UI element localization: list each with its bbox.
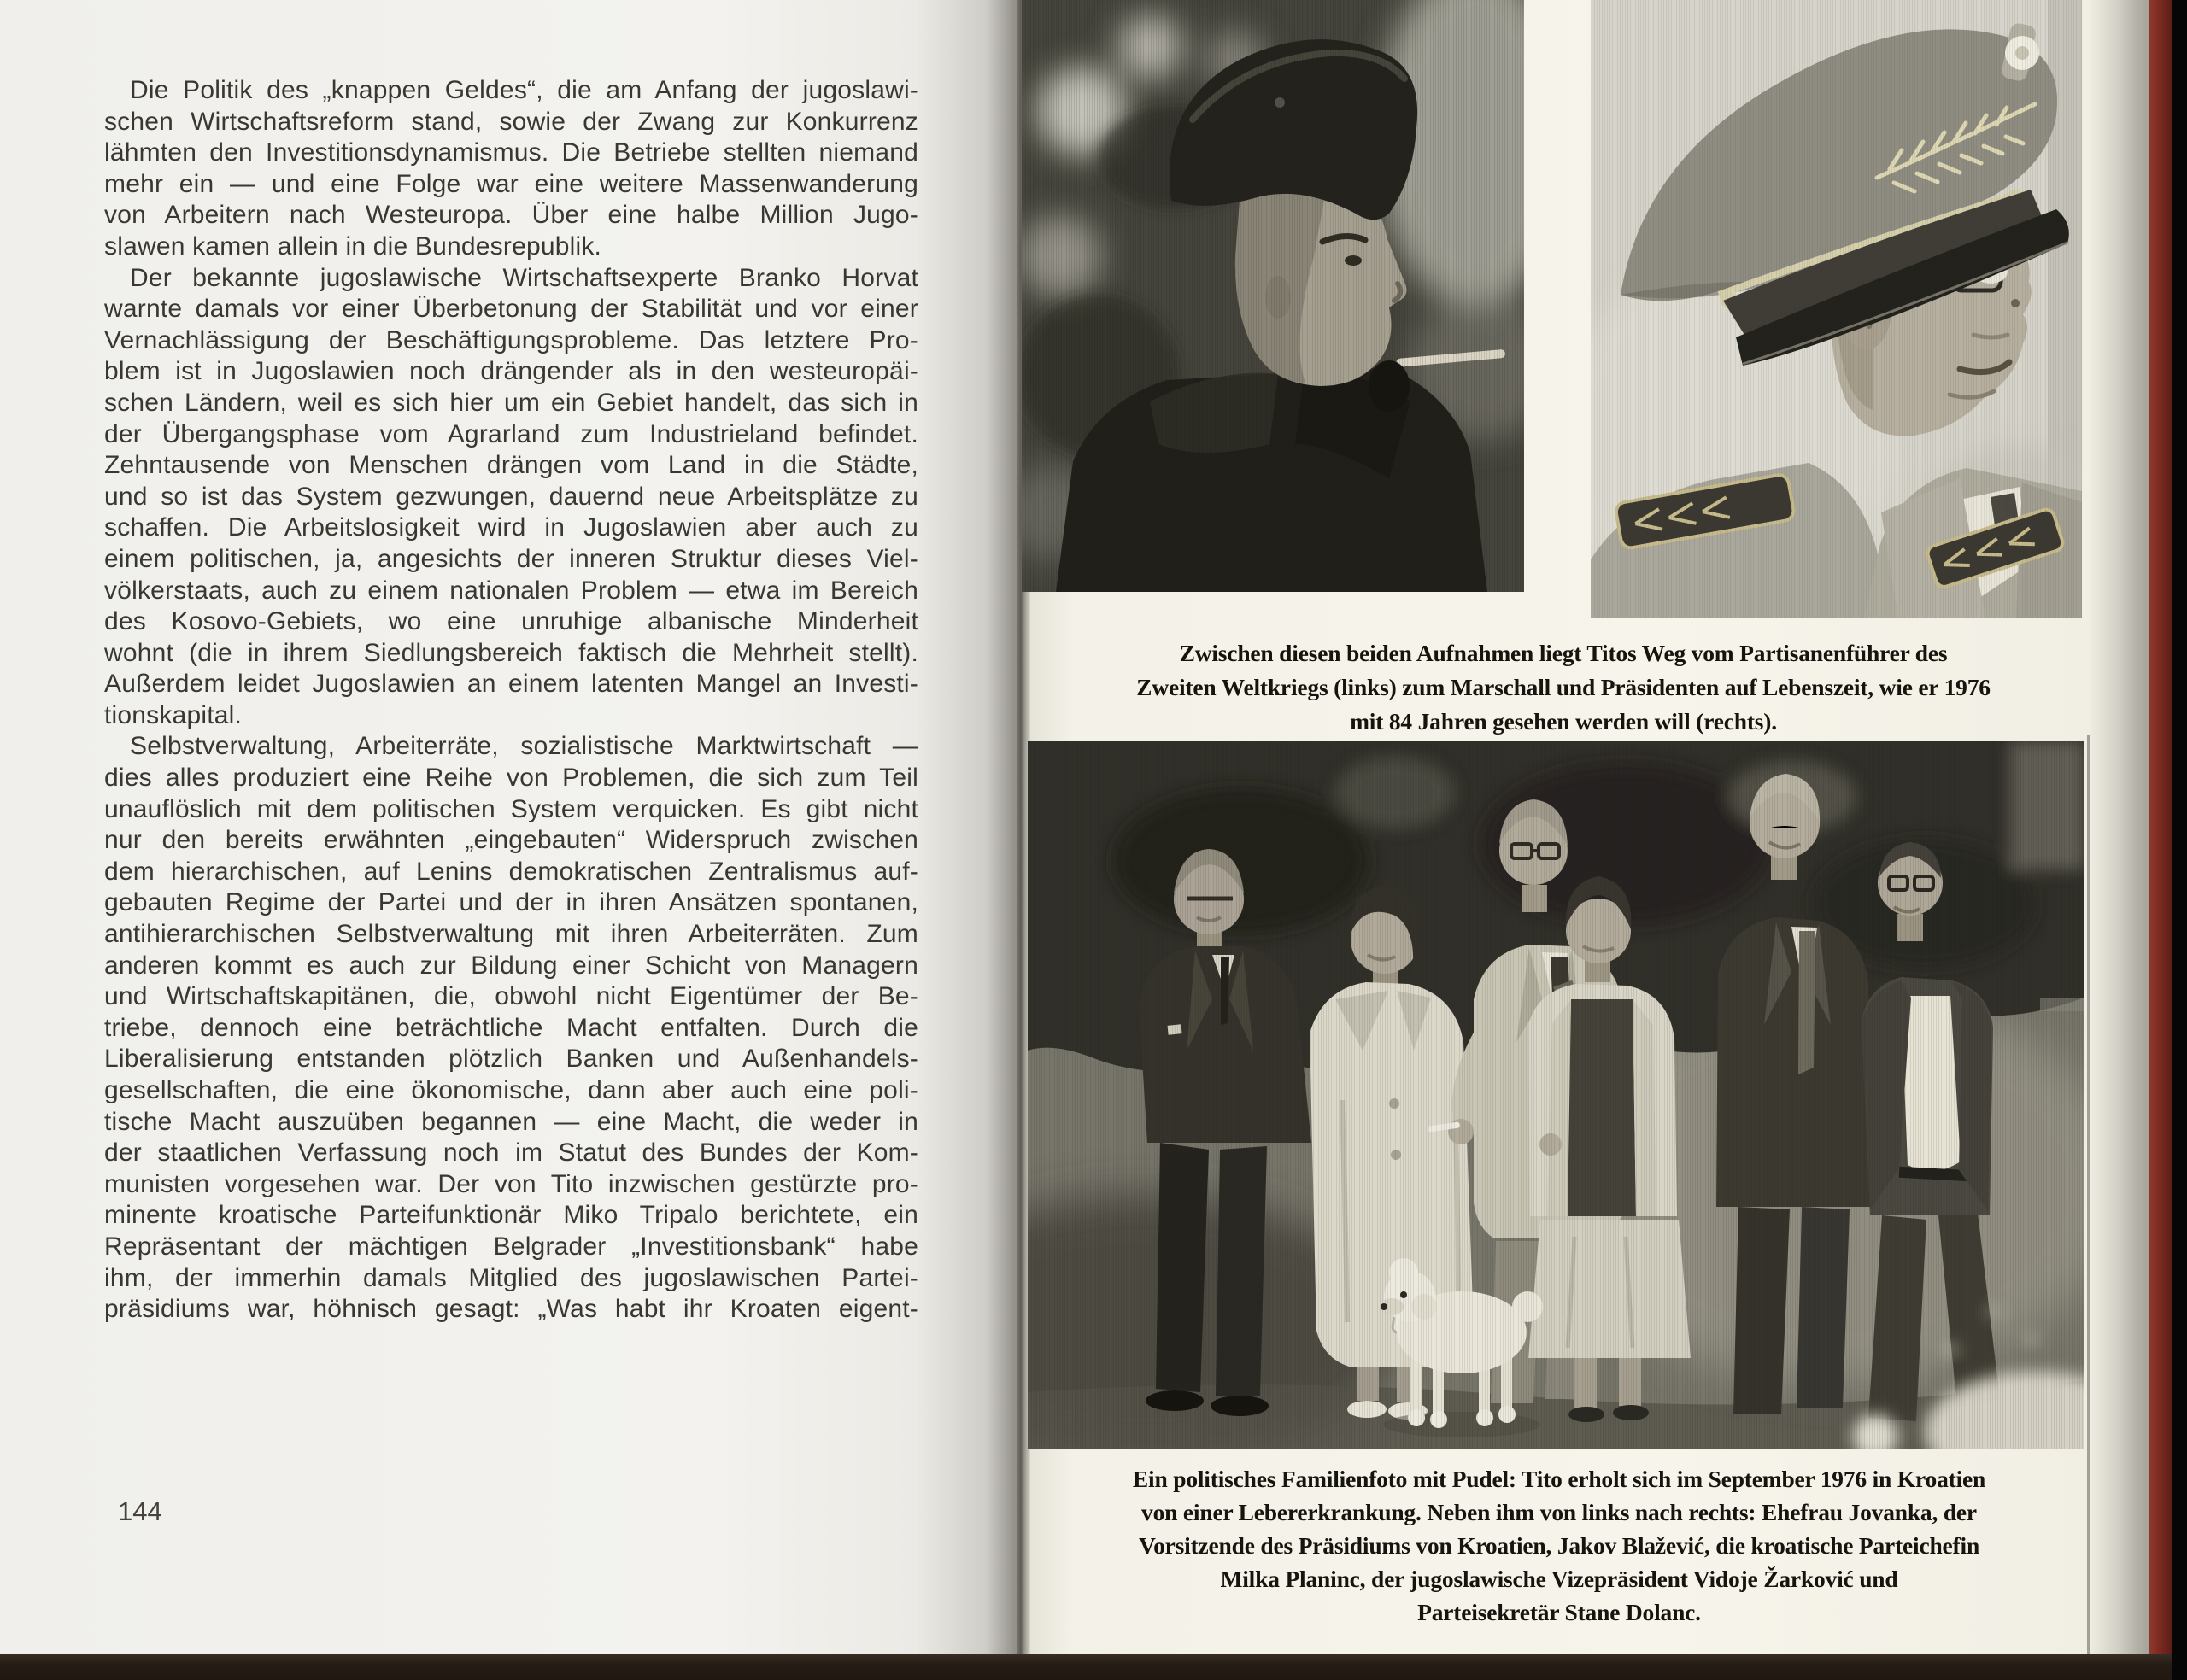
body-text-line: schen Ländern, weil es sich hier um ein Gebiet handelt, das sich in	[104, 388, 918, 417]
body-text-line: tionskapital.	[104, 700, 243, 729]
caption-line: mit 84 Jahren gesehen werden will (rechts).	[1350, 708, 1777, 735]
body-text-line: schen Wirtschaftsreform stand, sowie der Zwang zur Konkurrenz	[104, 107, 918, 136]
body-text-line: schaffen. Die Arbeitslosigkeit wird in Jugoslawien aber auch zu	[104, 513, 918, 542]
body-text-line: warnte damals vor einer Überbetonung der Stabilität und vor einer	[104, 295, 918, 324]
body-text-line: slawen kamen allein in die Bundesrepublik.	[104, 231, 602, 260]
caption-line: Parteisekretär Stane Dolanc.	[1417, 1599, 1701, 1625]
caption-bottom	[1047, 1462, 2072, 1629]
body-text-line: tische Macht auszuüben begannen — eine Macht, die weder in	[104, 1107, 918, 1136]
caption-line: Vorsitzende des Präsidiums von Kroatien, Jakov Blažević, die kroatische Parteichefin	[1138, 1532, 1980, 1559]
body-text-line: Der bekannte jugoslawische Wirtschaftsexperte Branko Horvat	[130, 263, 918, 292]
page-stack-edge	[2087, 735, 2090, 1654]
photo-tito-marshal	[1591, 0, 2082, 618]
book-bottom-edge	[0, 1654, 2172, 1680]
body-text-line: anderen kommt es auch zur Bildung einer Schicht von Managern	[104, 951, 918, 980]
page-edge-shading	[2090, 0, 2149, 1654]
body-text-line: Liberalisierung entstanden plötzlich Banken und Außenhandels-	[104, 1045, 918, 1074]
body-text-line: dem hierarchischen, auf Lenins demokratischen Zentralismus auf-	[104, 857, 918, 886]
body-text-line: Außerdem leidet Jugoslawien an einem latenten Mangel an Investi-	[104, 670, 918, 699]
left-page	[0, 0, 1017, 1654]
body-text-line: antihierarchischen Selbstverwaltung mit ihren Arbeiterräten. Zum	[104, 920, 918, 949]
body-text-line: des Kosovo-Gebiets, wo eine unruhige albanische Minderheit	[104, 607, 918, 636]
body-text-line: und so ist das System gezwungen, dauernd neue Arbeitsplätze zu	[104, 482, 918, 511]
body-text	[104, 75, 918, 1326]
caption-line: von einer Lebererkrankung. Neben ihm von links nach rechts: Ehefrau Jovanka, der	[1141, 1499, 1977, 1525]
photo-tito-partisan	[1022, 0, 1524, 592]
caption-line: Ein politisches Familienfoto mit Pudel: Tito erholt sich im September 1976 in Kroatien	[1132, 1466, 1986, 1492]
photo-group-family	[1028, 741, 2084, 1449]
body-text-line: einem politischen, ja, angesichts der inneren Struktur dieses Viel-	[104, 544, 918, 573]
body-text-line: Die Politik des „knappen Geldes“, die am Anfang der jugoslawi-	[130, 76, 918, 104]
body-text-line: minente kroatische Parteifunktionär Miko Tripalo berichtete, ein	[104, 1201, 918, 1230]
body-text-line: dies alles produziert eine Reihe von Problemen, die sich zum Teil	[104, 764, 918, 793]
body-text-line: völkerstaats, auch zu einem nationalen Problem — etwa im Bereich	[104, 576, 918, 605]
body-text-line: Selbstverwaltung, Arbeiterräte, sozialistische Marktwirtschaft —	[130, 732, 918, 761]
caption-line: Zweiten Weltkriegs (links) zum Marschall und Präsidenten auf Lebenszeit, wie er 1976	[1136, 674, 1991, 700]
body-text-line: wohnt (die in ihrem Siedlungsbereich faktisch die Mehrheit stellt).	[104, 638, 918, 667]
caption-line: Zwischen diesen beiden Aufnahmen liegt Titos Weg vom Partisanenführer des	[1179, 640, 1948, 666]
body-text-line: Repräsentant der mächtigen Belgrader „Investitionsbank“ habe	[104, 1232, 918, 1261]
body-text-line: gesellschaften, die eine ökonomische, dann aber auch eine poli-	[104, 1076, 918, 1104]
caption-line: Milka Planinc, der jugoslawische Vizepräsident Vidoje Žarković und	[1220, 1566, 1898, 1592]
body-text-line: Zehntausende von Menschen drängen vom Land in die Städte,	[104, 451, 918, 480]
body-text-line: von Arbeitern nach Westeuropa. Über eine halbe Million Jugo-	[104, 201, 918, 230]
body-text-line: der staatlichen Verfassung noch im Statut des Bundes der Kom-	[104, 1139, 918, 1168]
book-cover-edge	[2149, 0, 2172, 1680]
body-text-line: gebauten Regime der Partei und der in ihren Ansätzen spontanen,	[104, 888, 918, 917]
body-text-line: nur den bereits erwähnten „eingebauten“ Widerspruch zwischen	[104, 826, 918, 855]
body-text-line: und Wirtschaftskapitänen, die, obwohl nicht Eigentümer der Be-	[104, 982, 918, 1011]
page-number: 144	[118, 1496, 162, 1526]
caption-top	[1072, 636, 2055, 739]
body-text-line: unauflöslich mit dem politischen System verquicken. Es gibt nicht	[104, 794, 918, 823]
body-text-line: blem ist in Jugoslawien noch drängender als in den westeuropäi-	[104, 357, 918, 386]
body-text-line: munisten vorgesehen war. Der von Tito inzwischen gestürzte pro-	[104, 1169, 918, 1198]
body-text-line: der Übergangsphase vom Agrarland zum Industrieland befindet.	[104, 419, 918, 448]
body-text-line: mehr ein — und eine Folge war eine weitere Massenwanderung	[104, 169, 918, 198]
body-text-line: triebe, dennoch eine beträchtliche Macht entfalten. Durch die	[104, 1013, 918, 1042]
body-text-line: lähmten den Investitionsdynamismus. Die Betriebe stellten niemand	[104, 138, 918, 167]
body-text-line: Vernachlässigung der Beschäftigungsprobleme. Das letztere Pro-	[104, 325, 918, 354]
body-text-line: ihm, der immerhin damals Mitglied des jugoslawischen Partei-	[104, 1263, 918, 1292]
body-text-line: präsidiums war, höhnisch gesagt: „Was habt ihr Kroaten eigent-	[104, 1295, 918, 1324]
